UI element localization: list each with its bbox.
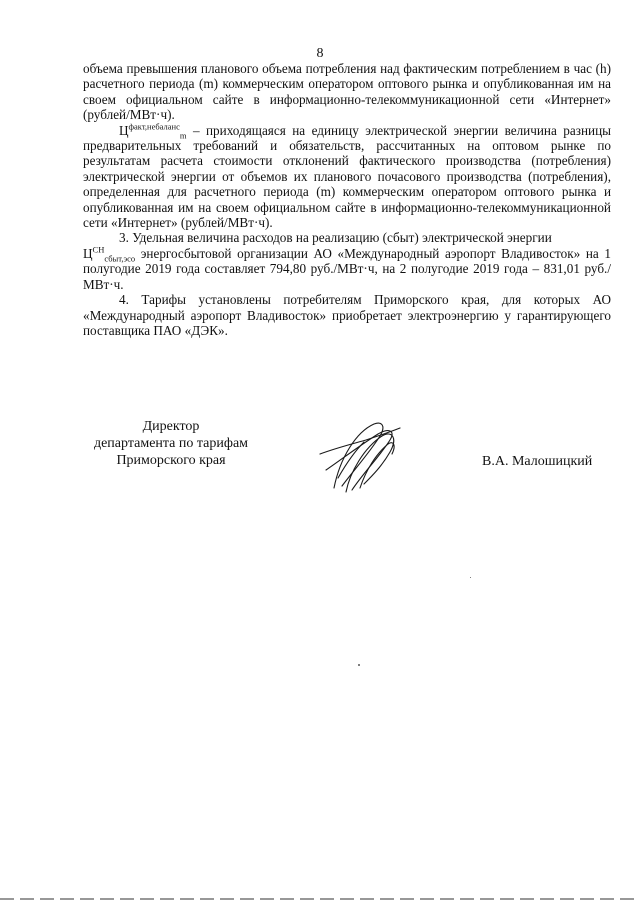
symbol-subscript: m — [179, 130, 187, 141]
price-symbol-fact-imbalance — [119, 121, 187, 141]
symbol-subscript: сбыт,эсо — [104, 253, 136, 264]
signatory-title-line-2: департамента по тарифам — [93, 436, 249, 451]
handwritten-signature — [316, 418, 402, 496]
signatory-title — [76, 418, 266, 469]
symbol-superscript: СН — [92, 244, 105, 255]
paragraph-4: 4. Тарифы установлены потребителям Приморского края, для которых АО «Международный аэропорт Владивосток» приобретает электроэнергию у гарантирующего поставщика ПАО «ДЭК». — [83, 292, 611, 338]
paragraph-2-text: – приходящаяся на единицу электрической энергии величина разницы предварительных требований и обязательств, рассчитанных на оптовом рынке по результатам расчета стоимости отклонений фактического производства (потребления) электрической энергии от объемов их планового почасового производства (потребления), определенная для расчетного периода (m) коммерческим оператором оптового рынка и опубликованная им на своем официальном сайте в информационно-телекоммуникационной сети «Интернет» (рублей/МВт·ч). — [83, 122, 611, 231]
page-number: 8 — [316, 46, 324, 61]
signatory-name: В.А. Малошицкий — [482, 454, 593, 469]
paragraph-2 — [83, 123, 611, 231]
signatory-title-line-3: Приморского края — [116, 453, 226, 468]
paragraph-3-start: 3. Удельная величина расходов на реализацию (сбыт) электрической энергии — [119, 230, 552, 246]
symbol-base: Ц — [83, 245, 93, 261]
symbol-superscript: факт,небаланс — [128, 121, 180, 132]
scan-edge-artifact — [0, 898, 640, 900]
scan-speck — [470, 577, 471, 578]
price-symbol-sales-cost — [83, 244, 136, 264]
scan-speck — [358, 664, 360, 666]
paragraph-3-end: энергосбытовой организации АО «Международный аэропорт Владивосток» на 1 полугодие 2019 года составляет 794,80 руб./МВт·ч, на 2 полугодие 2019 года – 831,01 руб./МВт·ч. — [83, 245, 611, 292]
signatory-title-line-1: Директор — [142, 419, 200, 434]
paragraph-3 — [83, 230, 611, 292]
symbol-base: Ц — [119, 122, 129, 138]
body-text — [83, 61, 611, 338]
paragraph-1: объема превышения планового объема потребления над фактическим потреблением в час (h) расчетного периода (m) коммерческим оператором оптового рынка и опубликованная им на своем официальном сайте в информационно-телекоммуникационной сети «Интернет» (рублей/МВт·ч). — [83, 61, 611, 123]
